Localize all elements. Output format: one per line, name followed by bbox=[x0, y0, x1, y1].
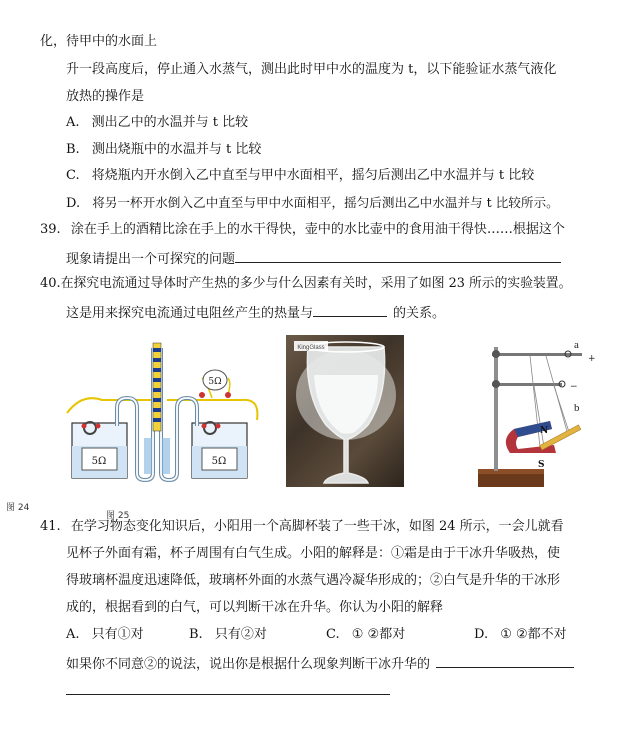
q38-option-b bbox=[66, 141, 261, 159]
magnet-stand-figure bbox=[470, 335, 600, 497]
option-label: D. bbox=[474, 627, 489, 642]
q39-line1 bbox=[40, 221, 565, 239]
question-text: 涂在手上的酒精比涂在手上的水干得快，壶中的水比壶中的食用油干得快……根据这个 bbox=[70, 222, 565, 237]
option-text: 只有②对 bbox=[214, 627, 267, 642]
option-text: 只有①对 bbox=[91, 627, 144, 642]
q38-option-d bbox=[66, 194, 559, 213]
q41-option-d bbox=[474, 626, 567, 644]
answer-blank[interactable] bbox=[66, 680, 390, 695]
q41-option-a bbox=[66, 626, 144, 644]
q41-line3: 得玻璃杯温度迅速降低，玻璃杯外面的水蒸气遇冷凝华形成的；②白气是升华的干冰形 bbox=[66, 573, 561, 588]
question-text: 如果你不同意②的说法，说出你是根据什么现象判断干冰升华的 bbox=[66, 657, 431, 672]
q40-line2 bbox=[66, 302, 445, 323]
q38-line2: 升一段高度后，停止通入水蒸气，测出此时甲中水的温度为 t，以下能验证水蒸气液化 bbox=[66, 62, 557, 77]
q41-option-c bbox=[326, 626, 405, 644]
option-label: C. bbox=[66, 168, 80, 183]
q38-line1: 化，待甲中的水面上 bbox=[40, 34, 158, 49]
label-a: a bbox=[574, 339, 579, 351]
option-label: B. bbox=[66, 142, 80, 157]
label-minus: − bbox=[570, 382, 578, 392]
option-label: A. bbox=[66, 115, 80, 130]
dry-ice-glass-photo bbox=[286, 335, 404, 487]
label-s: S bbox=[538, 460, 545, 470]
answer-blank[interactable] bbox=[235, 248, 561, 263]
q41-line1 bbox=[40, 518, 564, 536]
question-text: 现象请提出一个可探究的问题 bbox=[66, 252, 236, 267]
figure-24-caption: 图 24 bbox=[6, 503, 30, 513]
q41-line5 bbox=[66, 653, 574, 674]
answer-blank[interactable] bbox=[313, 302, 387, 317]
q40-line1 bbox=[40, 275, 571, 293]
option-label: A. bbox=[66, 627, 80, 642]
q38-option-c bbox=[66, 167, 534, 185]
heating-apparatus-figure bbox=[62, 338, 262, 488]
q38-option-a bbox=[66, 114, 248, 132]
answer-blank[interactable] bbox=[436, 653, 574, 668]
option-text: 测出烧瓶中的水温并与 t 比较 bbox=[91, 142, 262, 157]
option-label: B. bbox=[189, 627, 203, 642]
q41-line6 bbox=[66, 680, 390, 701]
resistor-top-label: 5Ω bbox=[208, 377, 222, 387]
q41-line4: 成的，根据看到的白气，可以判断干冰在升华。你认为小阳的解释 bbox=[66, 600, 444, 615]
q41-line2: 见杯子外面有霜，杯子周围有白气生成。小阳的解释是：①霜是由于干冰升华吸热，使 bbox=[66, 546, 561, 561]
option-text: 将烧瓶内开水倒入乙中直至与甲中水面相平，摇匀后测出乙中水温并与 t 比较 bbox=[91, 168, 535, 183]
question-number: 41. bbox=[40, 519, 61, 534]
question-number: 40. bbox=[40, 276, 61, 291]
photo-label: KingGlass bbox=[297, 345, 325, 351]
question-text: 在学习物态变化知识后，小阳用一个高脚杯装了一些干冰，如图 24 所示，一会儿就看 bbox=[70, 519, 564, 534]
q38-line3: 放热的操作是 bbox=[66, 89, 145, 104]
option-label: C. bbox=[326, 627, 340, 642]
q39-line2 bbox=[66, 248, 561, 269]
resistor-left-label: 5Ω bbox=[91, 456, 107, 467]
resistor-right-label: 5Ω bbox=[211, 456, 227, 467]
figure-25-caption: 图 25 bbox=[106, 511, 130, 521]
question-number: 39. bbox=[40, 222, 61, 237]
question-text: 这是用来探究电流通过电阻丝产生的热量与 bbox=[66, 306, 314, 321]
q41-option-b bbox=[189, 626, 267, 644]
label-n: N bbox=[540, 426, 549, 436]
option-text: ① ②都不对 bbox=[500, 627, 567, 642]
option-text: 将另一杯开水倒入乙中直至与甲中水面相平，摇匀后测出乙中水温并与 t 比较所示。 bbox=[92, 195, 559, 210]
question-text: 的关系。 bbox=[393, 306, 446, 321]
label-b: b bbox=[574, 402, 580, 414]
label-plus: + bbox=[588, 354, 596, 364]
question-text: 在探究电流通过导体时产生热的多少与什么因素有关时，采用了如图 23 所示的实验装置。 bbox=[60, 276, 572, 291]
option-text: 测出乙中的水温并与 t 比较 bbox=[91, 115, 249, 130]
option-label: D. bbox=[66, 196, 81, 211]
option-text: ① ②都对 bbox=[351, 627, 406, 642]
